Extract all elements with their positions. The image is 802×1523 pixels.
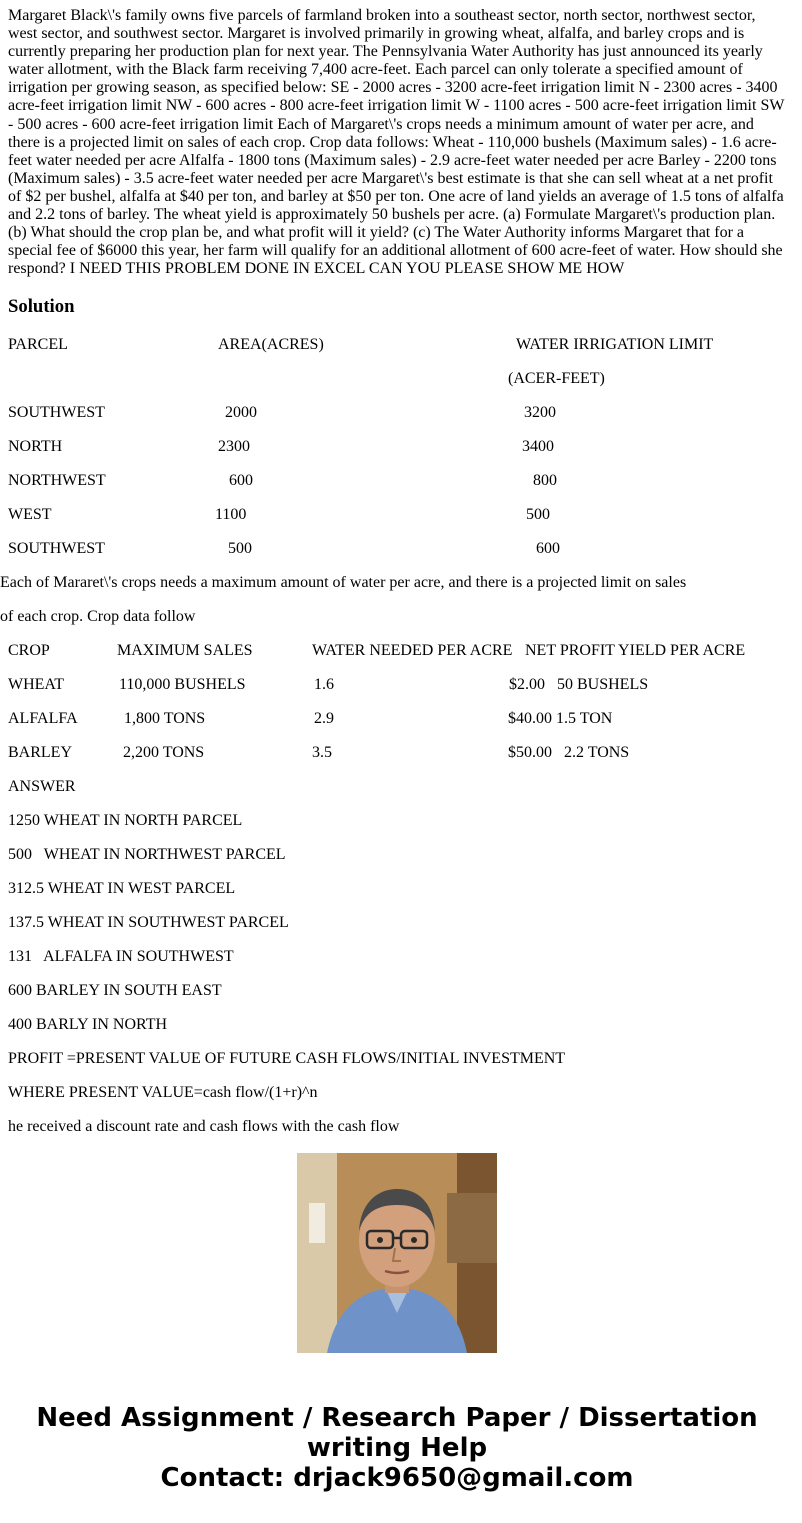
- crop-max-sales: 1,800 TONS: [124, 710, 206, 727]
- promo-line: writing Help: [306, 1433, 488, 1463]
- parcel-limit: 600: [536, 540, 560, 557]
- crop-header: CROP: [8, 642, 50, 659]
- answer-line: 131 ALFALFA IN SOUTHWEST: [8, 948, 234, 965]
- promo-banner: [0, 1403, 794, 1493]
- answer-line: 1250 WHEAT IN NORTH PARCEL: [8, 812, 243, 829]
- crop-max-sales: 110,000 BUSHELS: [119, 676, 246, 693]
- crop-water: 3.5: [312, 744, 332, 761]
- answer-line: 312.5 WHEAT IN WEST PARCEL: [8, 880, 236, 897]
- parcel-limit: 800: [533, 472, 557, 489]
- crop-intro-line: Each of Mararet\'s crops needs a maximum amount of water per acre, and there is a projected limit on sales: [0, 574, 687, 591]
- parcel-area: 600: [229, 472, 253, 489]
- promo-line: Need Assignment / Research Paper / Dissertation: [36, 1403, 758, 1433]
- crop-max-sales: 2,200 TONS: [123, 744, 205, 761]
- max-sales-header: MAXIMUM SALES: [117, 642, 253, 659]
- parcel-table-header: [0, 335, 794, 355]
- parcel-name: WEST: [8, 506, 52, 523]
- crop-profit-yield: $40.00 1.5 TON: [508, 710, 613, 727]
- water-limit-unit: (ACER-FEET): [508, 370, 605, 387]
- crop-name: ALFALFA: [8, 710, 78, 727]
- parcel-name: NORTHWEST: [8, 472, 106, 489]
- tutor-avatar: [297, 1153, 497, 1353]
- net-profit-header: NET PROFIT YIELD PER ACRE: [525, 642, 746, 659]
- crop-intro-line: of each crop. Crop data follow: [0, 608, 196, 625]
- parcel-row: [0, 403, 794, 423]
- water-limit-header: WATER IRRIGATION LIMIT: [516, 336, 714, 353]
- parcel-row: [0, 505, 794, 525]
- crop-row: [0, 709, 794, 729]
- parcel-table-unit-row: [0, 369, 794, 389]
- parcel-row: [0, 471, 794, 491]
- parcel-name: SOUTHWEST: [8, 540, 105, 557]
- question-text: Margaret Black\'s family owns five parcels of farmland broken into a southeast sector, north sector, northwest sector, west sector, and southwest sector. Margaret is involved primarily in growing wheat, alfalfa, and barley crops and is currently preparing her production plan for next year. The Pennsylvania Water Authority has just announced its yearly water allotment, with the Black farm receiving 7,400 acre-feet. Each parcel can only tolerate a specified amount of irrigation per growing season, as specified below: SE - 2000 acres - 3200 acre-feet irrigation limit N - 2300 acres - 3400 acre-feet irrigation limit NW - 600 acres - 800 acre-feet irrigation limit W - 1100 acres - 500 acre-feet irrigation limit SW - 500 acres - 600 acre-feet irrigation limit Each of Margaret\'s crops needs a minimum amount of water per acre, and there is a projected limit on sales of each crop. Crop data follows: Wheat - 110,000 bushels (Maximum sales) - 1.6 acre-feet water needed per acre Alfalfa - 1800 tons (Maximum sales) - 2.9 acre-feet water needed per acre Barley - 2200 tons (Maximum sales) - 3.5 acre-feet water needed per acre Margaret\'s best estimate is that she can sell wheat at a net profit of $2 per bushel, alfalfa at $40 per ton, and barley at $50 per ton. One acre of land yields an average of 1.5 tons of alfalfa and 2.2 tons of barley. The wheat yield is approximately 50 bushels per acre. (a) Formulate Margaret\'s production plan. (b) What should the crop plan be, and what profit will it yield? (c) The Water Authority informs Margaret that for a special fee of $6000 this year, her farm will qualify for an additional allotment of 600 acre-feet of water. How should she respond? I NEED THIS PROBLEM DONE IN EXCEL CAN YOU PLEASE SHOW ME HOW: [8, 7, 785, 278]
- crop-row: [0, 675, 794, 695]
- crop-table-header: [0, 641, 794, 661]
- parcel-area: 2000: [225, 404, 257, 421]
- answer-line: 137.5 WHEAT IN SOUTHWEST PARCEL: [8, 914, 289, 931]
- crop-profit-yield: $2.00 50 BUSHELS: [509, 676, 649, 693]
- parcel-area: 500: [228, 540, 252, 557]
- parcel-name: NORTH: [8, 438, 63, 455]
- answer-line: PROFIT =PRESENT VALUE OF FUTURE CASH FLOWS/INITIAL INVESTMENT: [8, 1050, 566, 1067]
- crop-name: BARLEY: [8, 744, 72, 761]
- answer-line: 600 BARLEY IN SOUTH EAST: [8, 982, 222, 999]
- parcel-header: PARCEL: [8, 336, 68, 353]
- answer-line-cut-off: he received a discount rate and cash flows with the cash flow: [8, 1118, 400, 1135]
- crop-water: 2.9: [314, 710, 334, 727]
- area-header: AREA(ACRES): [218, 336, 324, 353]
- crop-profit-yield: $50.00 2.2 TONS: [508, 744, 630, 761]
- solution-heading: Solution: [8, 296, 75, 317]
- crop-row: [0, 743, 794, 763]
- parcel-name: SOUTHWEST: [8, 404, 105, 421]
- crop-name: WHEAT: [8, 676, 64, 693]
- water-needed-header: WATER NEEDED PER ACRE: [312, 642, 513, 659]
- answer-line: 500 WHEAT IN NORTHWEST PARCEL: [8, 846, 286, 863]
- contact-line: Contact: drjack9650@gmail.com: [160, 1463, 634, 1493]
- answer-line: 400 BARLY IN NORTH: [8, 1016, 168, 1033]
- parcel-area: 2300: [218, 438, 250, 455]
- parcel-limit: 3200: [524, 404, 556, 421]
- parcel-row: [0, 437, 794, 457]
- parcel-row: [0, 539, 794, 559]
- parcel-limit: 500: [526, 506, 550, 523]
- person-photo-icon: [297, 1153, 497, 1353]
- answer-body: [0, 326, 794, 1135]
- crop-water: 1.6: [314, 676, 334, 693]
- parcel-limit: 3400: [522, 438, 554, 455]
- answer-line: WHERE PRESENT VALUE=cash flow/(1+r)^n: [8, 1084, 318, 1101]
- parcel-area: 1100: [215, 506, 247, 523]
- answer-label: ANSWER: [8, 778, 76, 795]
